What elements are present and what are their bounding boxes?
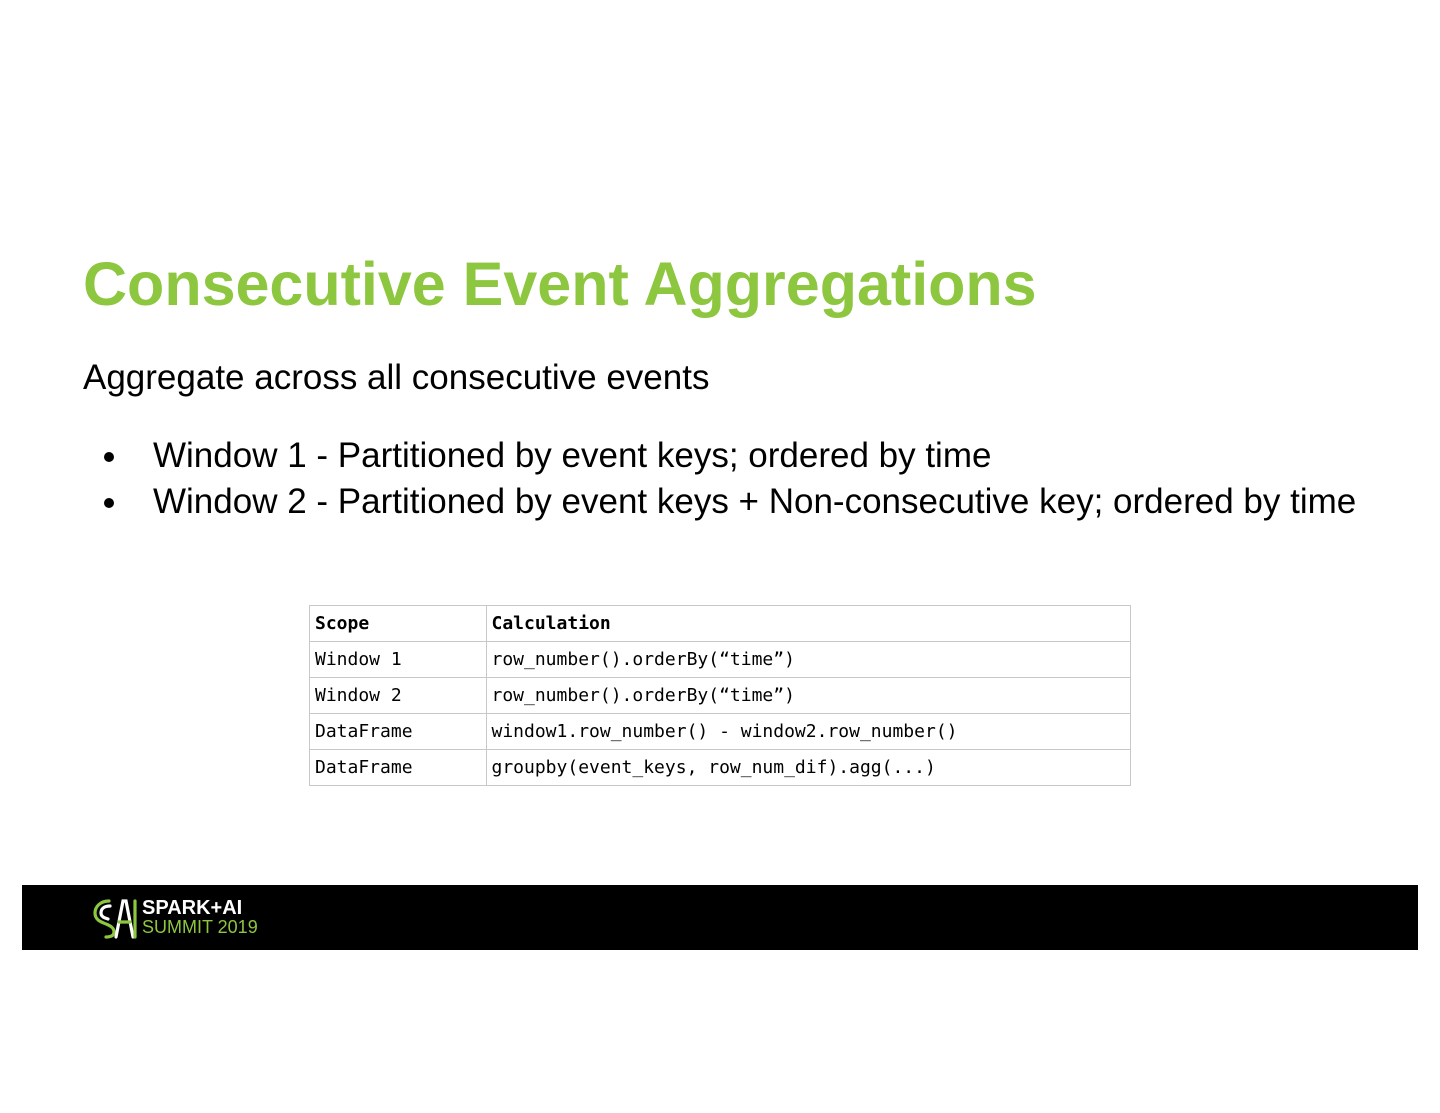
footer-bar	[22, 885, 1418, 950]
table-header-row	[310, 606, 1131, 642]
scope-cell: DataFrame	[310, 714, 487, 750]
table-row	[310, 678, 1131, 714]
bullet-item-window-1	[100, 433, 1380, 479]
calculation-cell: window1.row_number() - window2.row_number()	[486, 714, 1131, 750]
spark-ai-summit-logo	[92, 897, 258, 939]
scope-cell: DataFrame	[310, 750, 487, 786]
bullet-item-window-2	[100, 479, 1380, 525]
logo-wordmark-line-2: SUMMIT 2019	[142, 917, 258, 937]
column-header-scope: Scope	[310, 606, 487, 642]
logo-wordmark-line-1: SPARK+AI	[142, 897, 243, 919]
bullet-text: Window 1 - Partitioned by event keys; ordered by time	[153, 436, 992, 475]
logo-wordmark	[142, 899, 258, 937]
calculation-table	[309, 605, 1131, 786]
table-row	[310, 750, 1131, 786]
bullet-list	[100, 433, 1380, 525]
calculation-cell: row_number().orderBy(“time”)	[486, 642, 1131, 678]
spark-ai-summit-logo-icon	[92, 897, 138, 939]
slide-title: Consecutive Event Aggregations	[83, 250, 1037, 318]
calculation-cell: row_number().orderBy(“time”)	[486, 678, 1131, 714]
scope-cell: Window 2	[310, 678, 487, 714]
table-row	[310, 642, 1131, 678]
bullet-text: Window 2 - Partitioned by event keys + Non-consecutive key; ordered by time	[153, 482, 1357, 521]
calculation-cell: groupby(event_keys, row_num_dif).agg(...)	[486, 750, 1131, 786]
table-row	[310, 714, 1131, 750]
slide-subtitle: Aggregate across all consecutive events	[83, 358, 710, 397]
bullet-dot-icon	[104, 452, 114, 462]
scope-cell: Window 1	[310, 642, 487, 678]
bullet-dot-icon	[104, 498, 114, 508]
column-header-calculation: Calculation	[486, 606, 1131, 642]
